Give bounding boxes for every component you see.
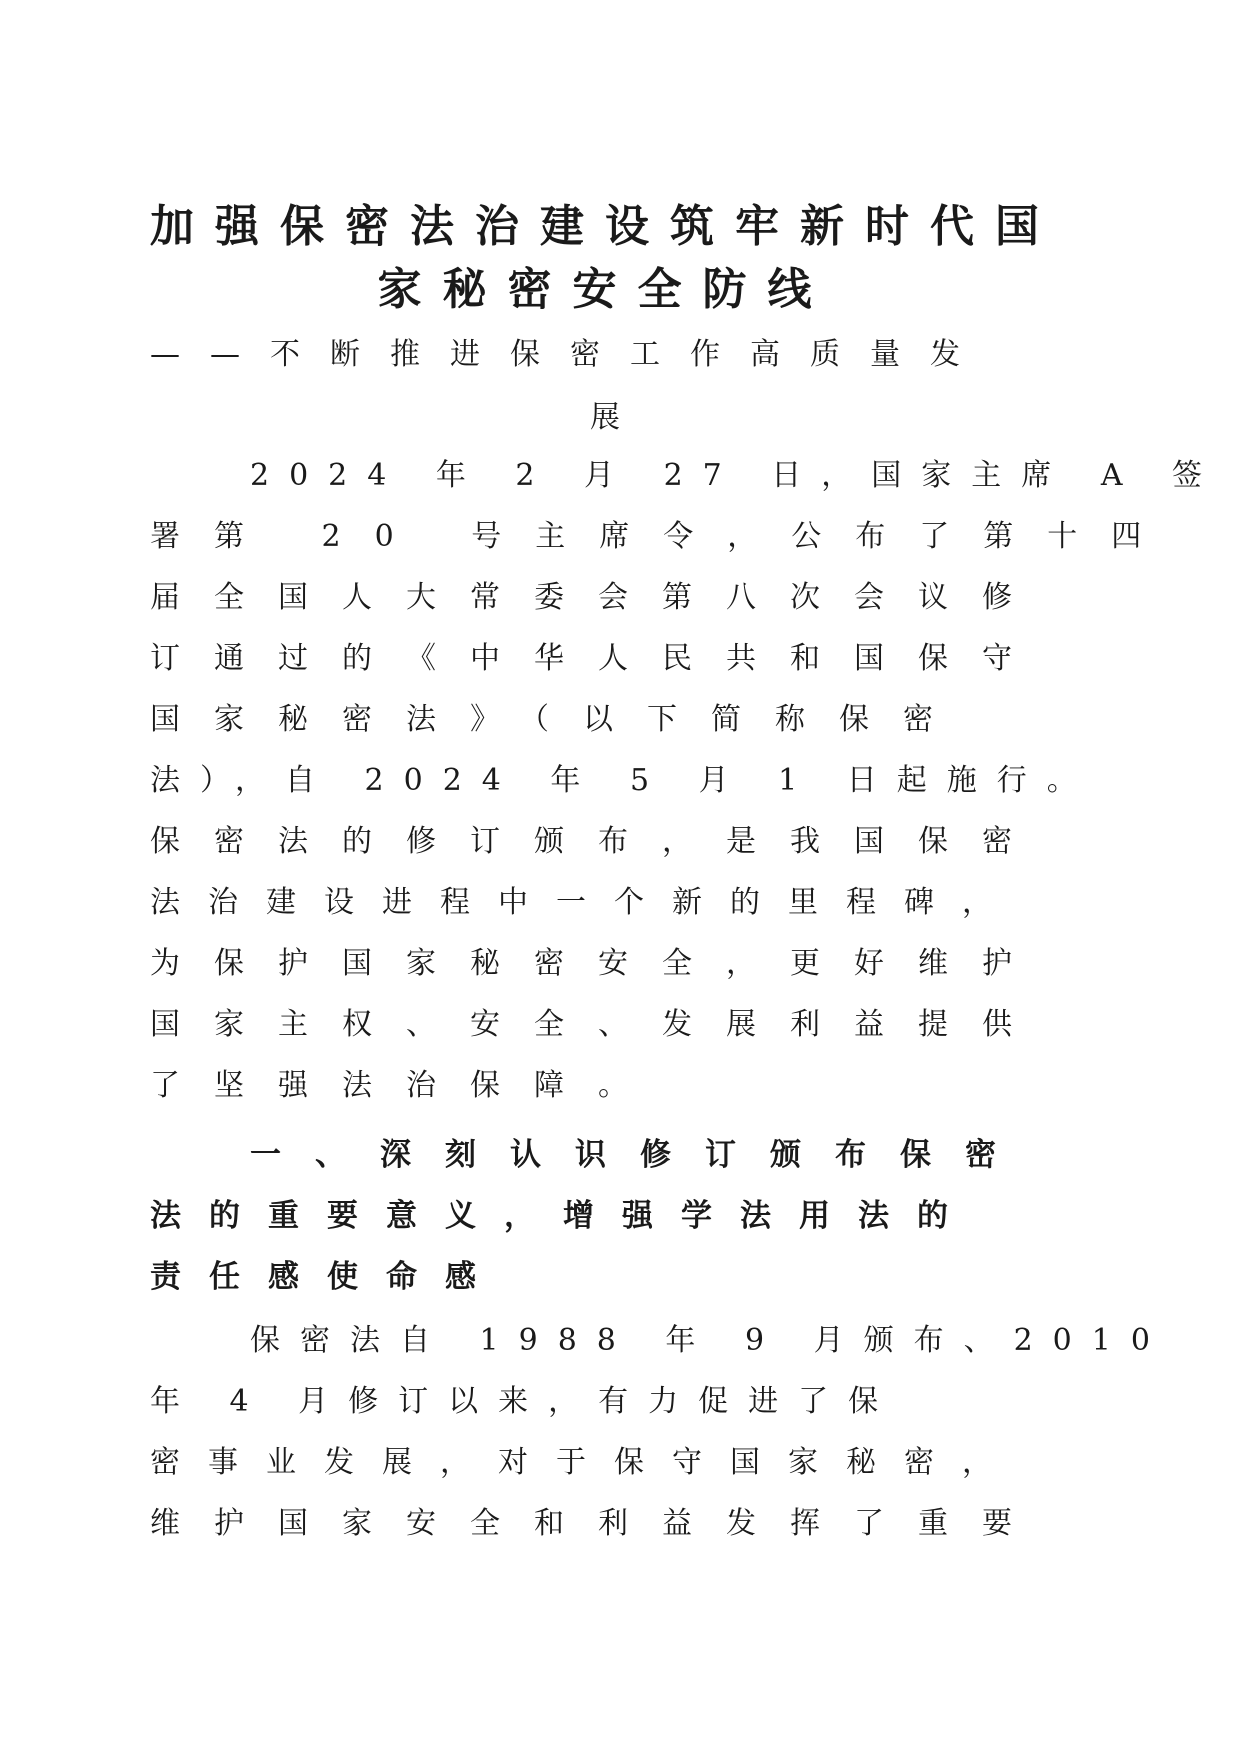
- paragraph-line: 订通过的《中华人民共和国保守: [150, 641, 1046, 676]
- paragraph-line: 维护国家安全和利益发挥了重要: [150, 1506, 1046, 1541]
- paragraph-line: 了坚强法治保障。: [150, 1068, 662, 1103]
- paragraph-line: 保密法的修订颁布，是我国保密: [150, 824, 1046, 859]
- paragraph-line: 为保护国家秘密安全，更好维护: [150, 946, 1046, 981]
- paragraph-line: 署第 20 号主席令，公布了第十四: [150, 519, 1176, 554]
- paragraph-line: 法治建设进程中一个新的里程碑，: [150, 885, 1020, 920]
- paragraph-line: 国家主权、安全、发展利益提供: [150, 1007, 1046, 1042]
- heading-line: 法的重要意义，增强学法用法的: [150, 1198, 976, 1234]
- paragraph-2: [150, 1310, 1170, 1554]
- paragraph-line: 届全国人大常委会第八次会议修: [150, 580, 1046, 615]
- subtitle-line-2: 展: [590, 400, 620, 435]
- heading-line: 一、深刻认识修订颁布保密: [250, 1137, 1030, 1173]
- subtitle-line-1: ——不断推进保密工作高质量发: [150, 337, 990, 372]
- paragraph-line: 年 4 月修订以来，有力促进了保: [150, 1384, 899, 1419]
- paragraph-line: 国家秘密法》（以下简称保密: [150, 702, 967, 737]
- title-line-1: 加强保密法治建设筑牢新时代国: [150, 201, 1060, 252]
- paragraph-line: 2024 年 2 月 27 日，国家主席 A 签: [250, 458, 1223, 493]
- title-line-2: 家秘密安全防线: [377, 264, 833, 315]
- section-heading-1: [150, 1125, 1070, 1308]
- paragraph-line: 保密法自 1988 年 9 月颁布、2010: [250, 1323, 1170, 1358]
- paragraph-line: 法），自 2024 年 5 月 1 日起施行。: [150, 763, 1097, 798]
- heading-line: 责任感使命感: [150, 1259, 504, 1295]
- paragraph-1: [150, 445, 1223, 1116]
- paragraph-line: 密事业发展，对于保守国家秘密，: [150, 1445, 1020, 1480]
